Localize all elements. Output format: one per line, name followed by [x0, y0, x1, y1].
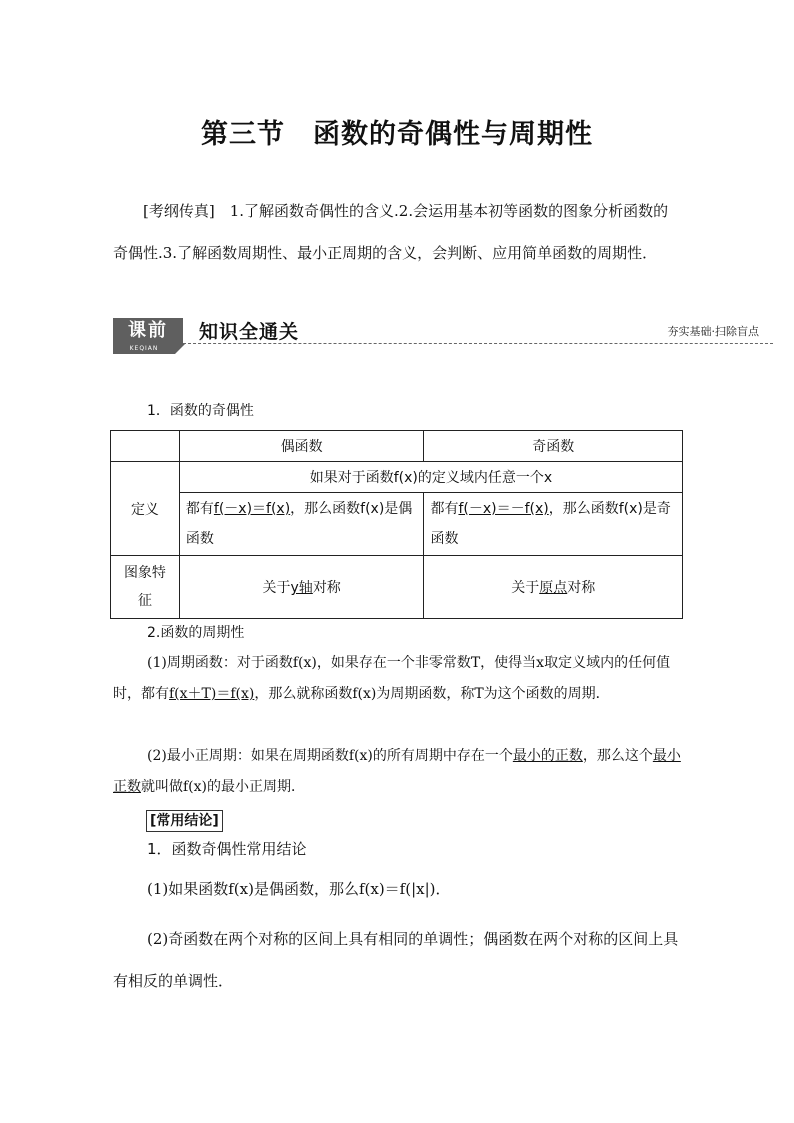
graph-odd-pre: 关于	[511, 580, 540, 596]
graph-even	[179, 556, 424, 619]
graph-even-key: y轴	[290, 580, 313, 596]
section2-title: 2.函数的周期性	[147, 625, 245, 641]
p2-text-c: 就叫做f(x)的最小正周期．	[141, 779, 306, 795]
definition-odd	[424, 493, 683, 556]
exam-outline-text: 1.了解函数奇偶性的含义.2.会运用基本初等函数的图象分析函数的奇偶性.3.了解函数周期性、最小正周期的含义，会判断、应用简单函数的周期性．	[113, 202, 669, 262]
graph-odd-post: 对称	[567, 580, 596, 596]
p2-text-a: (2)最小正周期：如果在周期函数f(x)的所有周期中存在一个	[147, 748, 513, 764]
p1-text-a: (1)周期函数：对于函数f(x)，如果存在一个非零常数T，使得当x取定义域内的任何值时，都有	[113, 655, 671, 702]
banner-tab: 课前	[113, 318, 183, 344]
row-label-definition: 定义	[111, 462, 180, 556]
definition-common: 如果对于函数f(x)的定义域内任意一个x	[179, 462, 682, 493]
conclusion-item-1: (1)如果函数f(x)是偶函数，那么f(x)＝f(|x|)．	[147, 880, 451, 898]
section1-title: 1．函数的奇偶性	[147, 403, 254, 419]
conclusions-tag: [常用结论]	[146, 810, 223, 832]
even-condition: f(－x)＝f(x)	[213, 501, 291, 517]
odd-pre: 都有	[430, 501, 459, 517]
conclusion-item-2: (2)奇函数在两个对称的区间上具有相同的单调性；偶函数在两个对称的区间上具有相反的单调性．	[113, 930, 679, 990]
table-row	[111, 493, 683, 556]
parity-table	[110, 430, 683, 619]
graph-odd	[424, 556, 683, 619]
banner-heading: 知识全通关	[199, 321, 300, 343]
section-banner	[113, 318, 773, 358]
p1-key: f(x＋T)＝f(x)	[169, 686, 255, 702]
banner-divider	[183, 343, 773, 344]
odd-post: ，那么函数f(x)是奇函数	[430, 501, 671, 547]
graph-even-post: 对称	[312, 580, 341, 596]
exam-outline-tag: [考纲传真]	[143, 202, 215, 220]
periodic-function-paragraph	[113, 648, 683, 710]
graph-even-pre: 关于	[262, 580, 291, 596]
conclusions-title: 1．函数奇偶性常用结论	[147, 840, 307, 858]
table-row	[111, 462, 683, 493]
graph-odd-key: 原点	[539, 580, 568, 596]
page-title: 第三节 函数的奇偶性与周期性	[201, 119, 593, 150]
p2-text-b: ，那么这个	[582, 748, 653, 764]
header-even: 偶函数	[179, 431, 424, 462]
table-row	[111, 556, 683, 619]
min-period-paragraph	[113, 741, 683, 803]
exam-outline-paragraph	[113, 190, 683, 274]
even-post: ，那么函数f(x)是偶函数	[185, 501, 413, 547]
header-odd: 奇函数	[424, 431, 683, 462]
even-pre: 都有	[185, 501, 214, 517]
banner-tab-pinyin: KEQIAN	[113, 344, 175, 354]
banner-tagline: 夯实基础·扫除盲点	[667, 325, 759, 338]
definition-even	[179, 493, 424, 556]
row-label-graph: 图象特征	[111, 556, 180, 619]
p1-text-b: ，那么就称函数f(x)为周期函数，称T为这个函数的周期．	[254, 686, 610, 702]
banner-arrow-shape	[175, 344, 185, 354]
table-row	[111, 431, 683, 462]
odd-condition: f(－x)＝－f(x)	[458, 501, 549, 517]
p2-key2: 最小正数	[113, 748, 681, 795]
p2-key1: 最小的正数	[512, 748, 583, 764]
table-corner-cell	[111, 431, 180, 462]
